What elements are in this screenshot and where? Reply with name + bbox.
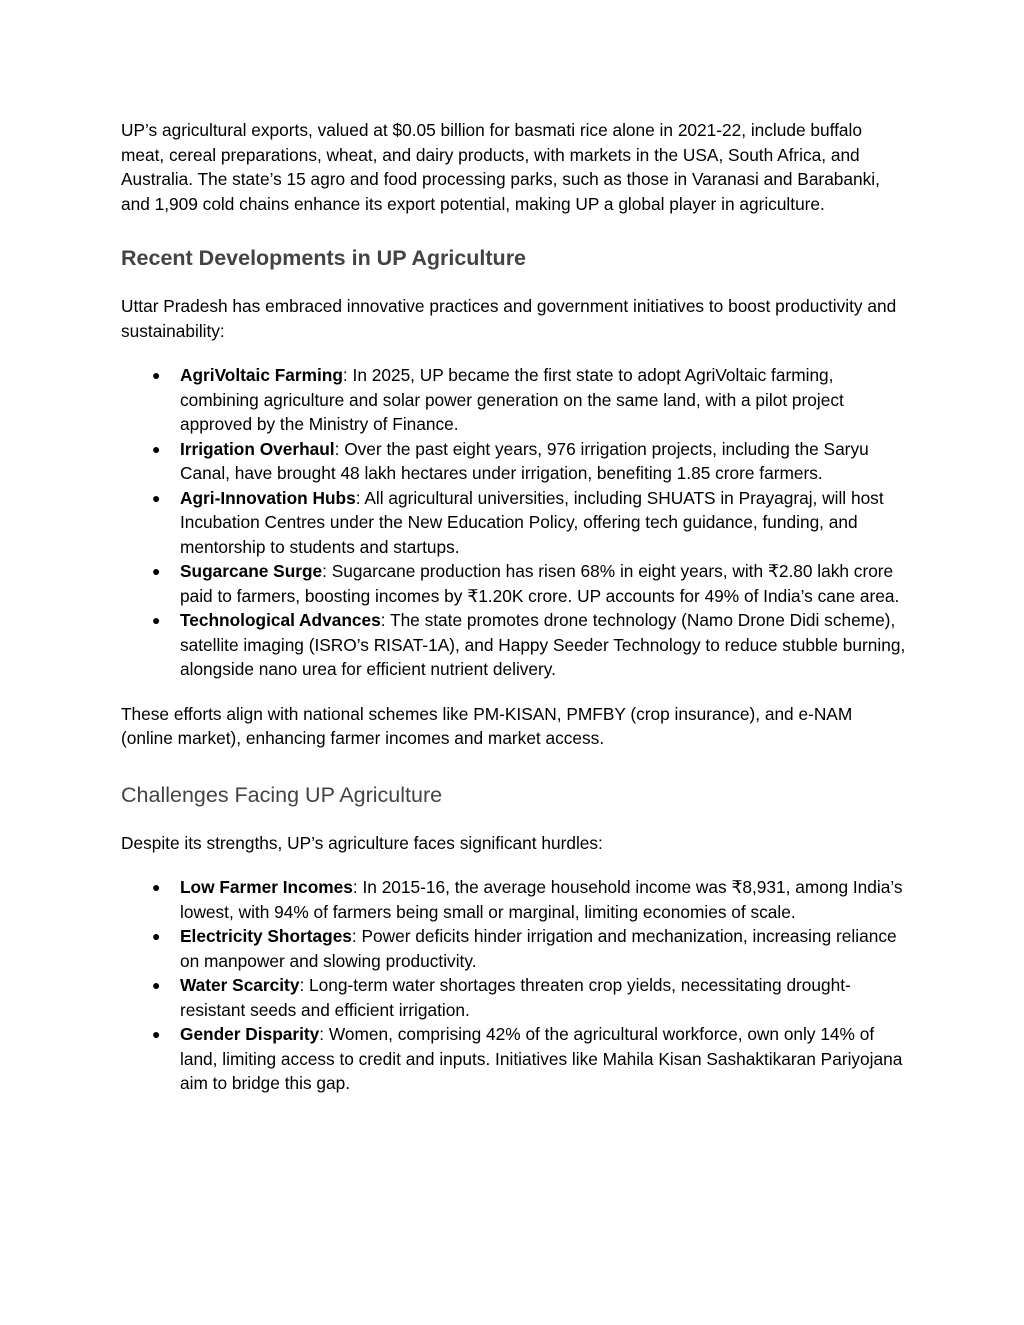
list-item — [121, 924, 908, 973]
item-text: : In 2015-16, the average household income was ₹8,931, among India’s lowest, with 94% of farmers being small or marginal, limiting economies of scale. — [180, 877, 903, 922]
list-item — [121, 875, 908, 924]
list-item — [121, 363, 908, 437]
list-item — [121, 437, 908, 486]
list-item — [121, 608, 908, 682]
list-item — [121, 1022, 908, 1096]
item-term: Electricity Shortages — [180, 926, 352, 946]
bullet-icon: ● — [152, 367, 161, 383]
recent-developments-list — [121, 363, 908, 682]
item-text: : Women, comprising 42% of the agricultural workforce, own only 14% of land, limiting access to credit and inputs. Initiatives like Mahila Kisan Sashaktikaran Pariyojana aim to bridge this gap. — [180, 1024, 903, 1093]
challenges-lead-paragraph: Despite its strengths, UP’s agriculture faces significant hurdles: — [121, 832, 603, 853]
bullet-icon: ● — [152, 977, 161, 993]
recent-developments-heading: Recent Developments in UP Agriculture — [121, 246, 527, 270]
item-text: : Long-term water shortages threaten crop yields, necessitating drought-resistant seeds and efficient irrigation. — [180, 975, 851, 1020]
list-item — [121, 973, 908, 1022]
bullet-icon: ● — [152, 1026, 161, 1042]
challenges-list — [121, 875, 908, 1096]
item-term: AgriVoltaic Farming — [180, 365, 343, 385]
item-text: : In 2025, UP became the first state to adopt AgriVoltaic farming, combining agriculture and solar power generation on the same land, with a pilot project approved by the Ministry of Finance. — [180, 365, 844, 434]
bullet-icon: ● — [152, 440, 161, 457]
item-text: : Power deficits hinder irrigation and mechanization, increasing reliance on manpower and slowing productivity. — [180, 926, 897, 971]
item-text: : Sugarcane production has risen 68% in eight years, with ₹2.80 lakh crore paid to farmers, boosting incomes by ₹1.20K crore. UP accounts for 49% of India’s cane area. — [180, 561, 900, 606]
item-term: Sugarcane Surge — [180, 561, 323, 581]
item-text: : All agricultural universities, including SHUATS in Prayagraj, will host Incubation Centres under the New Education Policy, offering tech guidance, funding, and mentorship to students and startups. — [180, 487, 884, 557]
item-term: Irrigation Overhaul — [180, 438, 335, 459]
item-term: Technological Advances — [180, 610, 381, 630]
bullet-icon: ● — [152, 879, 161, 895]
intro-paragraph: UP’s agricultural exports, valued at $0.05 billion for basmati rice alone in 2021-22, include buffalo meat, cereal preparations, wheat, and dairy products, with markets in the USA, South Africa, and Australia. The state’s 15 agro and food processing parks, such as those in Varanasi and Barabanki, and 1,909 cold chains enhance its export potential, making UP a global player in agriculture. — [121, 120, 880, 214]
bullet-icon: ● — [152, 489, 161, 506]
item-text: : Over the past eight years, 976 irrigation projects, including the Saryu Canal, have brought 48 lakh hectares under irrigation, benefiting 1.85 crore farmers. — [180, 438, 869, 483]
bullet-icon: ● — [152, 928, 161, 944]
list-item — [121, 486, 908, 560]
item-text: : The state promotes drone technology (Namo Drone Didi scheme), satellite imaging (ISRO’s RISAT-1A), and Happy Seeder Technology to reduce stubble burning, alongside nano urea for efficient nutrient delivery. — [180, 610, 906, 679]
bullet-icon: ● — [152, 612, 161, 628]
item-term: Water Scarcity — [180, 975, 300, 995]
recent-closing-paragraph: These efforts align with national schemes like PM-KISAN, PMFBY (crop insurance), and e-NAM (online market), enhancing farmer incomes and market access. — [121, 703, 853, 748]
list-item — [121, 559, 908, 608]
item-term: Agri-Innovation Hubs — [180, 487, 356, 508]
item-term: Gender Disparity — [180, 1024, 320, 1044]
item-term: Low Farmer Incomes — [180, 877, 353, 897]
bullet-icon: ● — [152, 563, 161, 579]
challenges-heading: Challenges Facing UP Agriculture — [121, 782, 443, 807]
recent-lead-paragraph: Uttar Pradesh has embraced innovative practices and government initiatives to boost productivity and sustainability: — [121, 296, 897, 341]
